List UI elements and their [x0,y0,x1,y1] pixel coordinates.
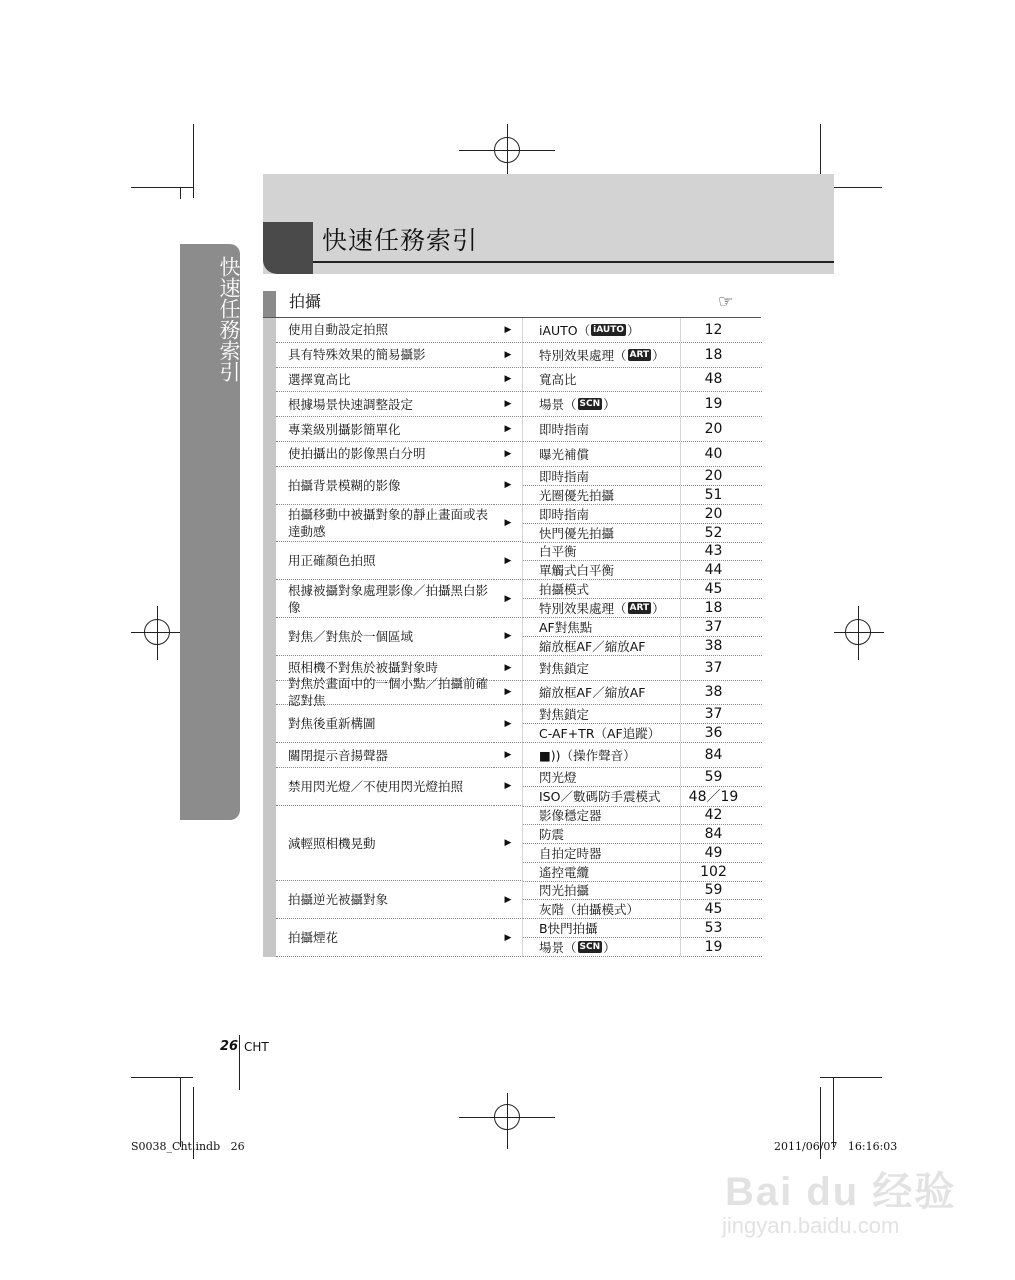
task-label: 拍攝煙花 [276,919,494,957]
feature-list [523,618,762,656]
feature-label [523,900,681,918]
page-reference: 12 [704,321,723,338]
feature-row [523,806,762,825]
task-label: 對焦／對焦於一個區域 [276,618,494,656]
feature-label [523,524,681,542]
feature-list [523,542,762,580]
table-row [263,743,763,768]
arrow-icon: ▶ [494,656,523,681]
feature-row [523,343,762,368]
row-marker [263,681,276,706]
task-label: 對焦於畫面中的一個小點／拍攝前確認對焦 [276,681,494,706]
feature-row [523,392,762,417]
row-marker [263,368,276,393]
feature-row [523,863,762,882]
feature-label [523,724,681,742]
mode-badge-icon: ART [629,349,650,360]
arrow-icon: ▶ [494,768,523,806]
arrow-icon: ▶ [494,542,523,580]
feature-text: 閃光拍攝 [539,883,590,899]
feature-list [523,881,762,919]
feature-list [523,768,762,806]
table-row [263,505,763,543]
table-row [263,392,763,417]
arrow-icon: ▶ [494,881,523,919]
page-reference: 37 [704,706,723,723]
feature-text: 自拍定時器 [539,845,602,861]
feature-list [523,705,762,743]
arrow-icon: ▶ [494,705,523,743]
feature-label [523,938,681,956]
section-title: 拍攝 [289,292,322,311]
row-marker [263,743,276,768]
table-row [263,343,763,368]
feature-label [523,637,681,655]
feature-row [523,368,762,393]
feature-text: 閃光燈 [539,769,577,785]
feature-label [523,806,681,824]
page-reference: 20 [704,421,723,438]
feature-text: 灰階（拍攝模式） [539,902,640,918]
page-reference: 43 [704,543,723,560]
feature-text: iAUTO（ [539,322,591,338]
print-file-info: S0038_Cht.indb 26 [131,1140,245,1153]
feature-text: 快門優先拍攝 [539,525,615,541]
feature-row [523,524,762,543]
arrow-icon: ▶ [494,343,523,368]
feature-row [523,637,762,656]
mode-badge-icon: SCN [579,399,601,410]
page-reference: 37 [704,618,723,635]
feature-row [523,467,762,486]
feature-text: 縮放框AF／縮放AF [539,638,646,654]
task-label: 拍攝背景模糊的影像 [276,467,494,505]
page-reference: 45 [704,901,723,918]
page-title: 快速任務索引 [322,226,479,255]
feature-list [523,392,762,417]
table-row [263,368,763,393]
row-marker [263,705,276,743]
table-row [263,417,763,442]
row-marker [263,542,276,580]
feature-list [523,743,762,768]
page-reference: 19 [704,939,723,956]
feature-text: AF對焦點 [539,619,593,635]
page-reference: 59 [704,882,723,899]
feature-label [523,656,681,680]
feature-text: 場景（ [539,397,577,413]
feature-row [523,938,762,957]
feature-row [523,542,762,561]
feature-text: 光圈優先拍攝 [539,487,615,503]
table-row [263,618,763,656]
side-tab [180,244,240,820]
feature-label [523,318,681,342]
task-label: 禁用閃光燈／不使用閃光燈拍照 [276,768,494,806]
page-reference: 38 [704,637,723,654]
feature-text: 對焦鎖定 [539,660,590,676]
row-marker [263,392,276,417]
feature-label [523,442,681,466]
page-reference-icon: ☞ [718,292,734,312]
task-label: 具有特殊效果的簡易攝影 [276,343,494,368]
feature-list [523,580,762,618]
feature-text: 單觸式白平衡 [539,563,615,579]
task-label: 照相機不對焦於被攝對象時 [276,656,494,681]
feature-text: 寬高比 [539,372,577,388]
arrow-icon: ▶ [494,392,523,417]
mode-badge-icon: SCN [579,942,601,953]
feature-label [523,743,681,767]
table-row [263,580,763,618]
row-marker [263,806,276,882]
task-label: 專業級別攝影簡單化 [276,417,494,442]
feature-row [523,724,762,743]
page-reference: 53 [704,920,723,937]
feature-label [523,343,681,367]
table-row [263,705,763,743]
arrow-icon: ▶ [494,919,523,957]
feature-row [523,681,762,706]
page-reference: 42 [704,806,723,823]
feature-row [523,705,762,724]
task-index-table [263,291,763,957]
feature-row [523,743,762,768]
feature-label [523,863,681,881]
feature-suffix: ） [652,601,665,617]
task-rows [263,318,763,957]
page-reference: 52 [704,524,723,541]
feature-text: 特別效果處理（ [539,347,627,363]
table-row [263,467,763,505]
page-reference: 84 [704,825,723,842]
feature-list [523,919,762,957]
title-accent-block [263,222,313,274]
feature-text: C-AF+TR（AF追蹤） [539,726,661,742]
feature-row [523,442,762,467]
feature-text: 即時指南 [539,506,590,522]
feature-row [523,580,762,599]
footer-separator [239,1035,240,1090]
arrow-icon: ▶ [494,368,523,393]
table-row [263,542,763,580]
feature-label [523,787,681,806]
feature-row [523,618,762,637]
feature-label [523,844,681,862]
arrow-icon: ▶ [494,442,523,467]
feature-label [523,919,681,937]
page-reference: 18 [704,600,723,617]
task-label: 選擇寬高比 [276,368,494,393]
task-label: 對焦後重新構圖 [276,705,494,743]
feature-row [523,656,762,681]
feature-label [523,561,681,579]
task-label: 根據場景快速調整設定 [276,392,494,417]
row-marker [263,768,276,806]
task-label: 減輕照相機晃動 [276,806,494,882]
feature-row [523,787,762,807]
task-label: 關閉提示音揚聲器 [276,743,494,768]
page-reference: 48／19 [688,789,739,806]
mode-badge-icon: ART [629,603,650,614]
row-marker [263,881,276,919]
feature-suffix: ） [652,347,665,363]
row-marker [263,318,276,343]
table-row [263,442,763,467]
page-reference: 44 [704,562,723,579]
row-marker [263,919,276,957]
print-timestamp: 2011/06/07 16:16:03 [774,1140,898,1153]
feature-text: 場景（ [539,940,577,956]
arrow-icon: ▶ [494,580,523,618]
feature-text: 特別效果處理（ [539,601,627,617]
row-marker [263,656,276,681]
task-label: 拍攝移動中被攝對象的靜止畫面或表達動感 [276,505,494,543]
arrow-icon: ▶ [494,681,523,706]
page-reference: 51 [704,486,723,503]
row-marker [263,618,276,656]
feature-text: 曝光補償 [539,446,590,462]
mode-badge-icon: iAUTO [593,324,625,335]
watermark-logo: Bai du 经验 [725,1170,957,1214]
feature-list [523,505,762,543]
feature-label [523,825,681,843]
feature-label [523,618,681,636]
feature-text: 即時指南 [539,468,590,484]
row-marker [263,442,276,467]
feature-list [523,368,762,393]
row-marker [263,505,276,543]
feature-label [523,542,681,560]
watermark-url: jingyan.baidu.com [722,1213,900,1238]
task-label: 根據被攝對象處理影像／拍攝黑白影像 [276,580,494,618]
page-reference: 49 [704,844,723,861]
feature-list [523,442,762,467]
feature-text: 即時指南 [539,422,590,438]
feature-row [523,919,762,938]
feature-list [523,343,762,368]
page-reference: 38 [704,684,723,701]
row-marker [263,417,276,442]
page-reference: 102 [700,863,727,880]
section-header-bar [263,291,276,318]
arrow-icon: ▶ [494,467,523,505]
page-reference: 20 [704,505,723,522]
feature-label [523,705,681,723]
feature-list [523,417,762,442]
feature-row [523,505,762,524]
arrow-icon: ▶ [494,618,523,656]
feature-label [523,881,681,899]
arrow-icon: ▶ [494,318,523,343]
arrow-icon: ▶ [494,417,523,442]
language-code: CHT [244,1040,269,1054]
row-marker [263,580,276,618]
feature-list [523,656,762,681]
page-reference: 59 [704,768,723,785]
feature-suffix: ） [627,322,640,338]
page-number: 26 [220,1039,239,1054]
page-reference: 37 [704,659,723,676]
feature-text: 遙控電纜 [539,864,590,880]
task-label: 用正確顏色拍照 [276,542,494,580]
row-marker [263,467,276,505]
feature-label [523,768,681,786]
feature-text: ■))（操作聲音） [539,748,636,764]
feature-row [523,900,762,919]
feature-row [523,825,762,844]
side-tab-label: 快速任務索引 [217,256,241,382]
feature-row [523,844,762,863]
page-reference: 18 [704,346,723,363]
feature-label [523,368,681,392]
feature-text: 縮放框AF／縮放AF [539,685,646,701]
task-label: 使拍攝出的影像黑白分明 [276,442,494,467]
feature-text: 白平衡 [539,544,577,560]
feature-row [523,561,762,580]
page-reference: 20 [704,467,723,484]
feature-label [523,681,681,705]
feature-text: ISO／數碼防手震模式 [539,789,661,805]
feature-text: 對焦鎖定 [539,707,590,723]
table-row [263,676,763,709]
feature-list [523,806,762,882]
table-row [263,806,763,882]
feature-label [523,417,681,441]
feature-row [523,768,762,787]
feature-row [523,318,762,343]
feature-text: 影像穩定器 [539,807,602,823]
feature-text: 防震 [539,826,565,842]
feature-suffix: ） [603,940,616,956]
feature-label [523,505,681,523]
feature-list [523,318,762,343]
task-label: 使用自動設定拍照 [276,318,494,343]
feature-label [523,580,681,598]
feature-label [523,392,681,416]
arrow-icon: ▶ [494,806,523,882]
section-header [263,291,763,318]
feature-suffix: ） [603,397,616,413]
feature-row [523,486,762,505]
feature-row [523,881,762,900]
table-row [263,881,763,919]
row-marker [263,343,276,368]
feature-list [523,467,762,505]
table-row [263,919,763,957]
feature-text: 拍攝模式 [539,582,590,598]
table-row [263,768,763,806]
feature-row [523,417,762,442]
title-rule [313,261,834,263]
page-reference: 45 [704,581,723,598]
feature-list [523,681,762,706]
page-reference: 40 [704,445,723,462]
feature-row [523,599,762,618]
page-reference: 84 [704,747,723,764]
feature-label [523,467,681,485]
feature-label [523,599,681,617]
page-reference: 19 [704,396,723,413]
page-reference: 36 [704,725,723,742]
page-reference: 48 [704,371,723,388]
arrow-icon: ▶ [494,743,523,768]
feature-text: B快門拍攝 [539,921,598,937]
task-label: 拍攝逆光被攝對象 [276,881,494,919]
feature-label [523,486,681,504]
arrow-icon: ▶ [494,505,523,543]
table-row [263,318,763,343]
